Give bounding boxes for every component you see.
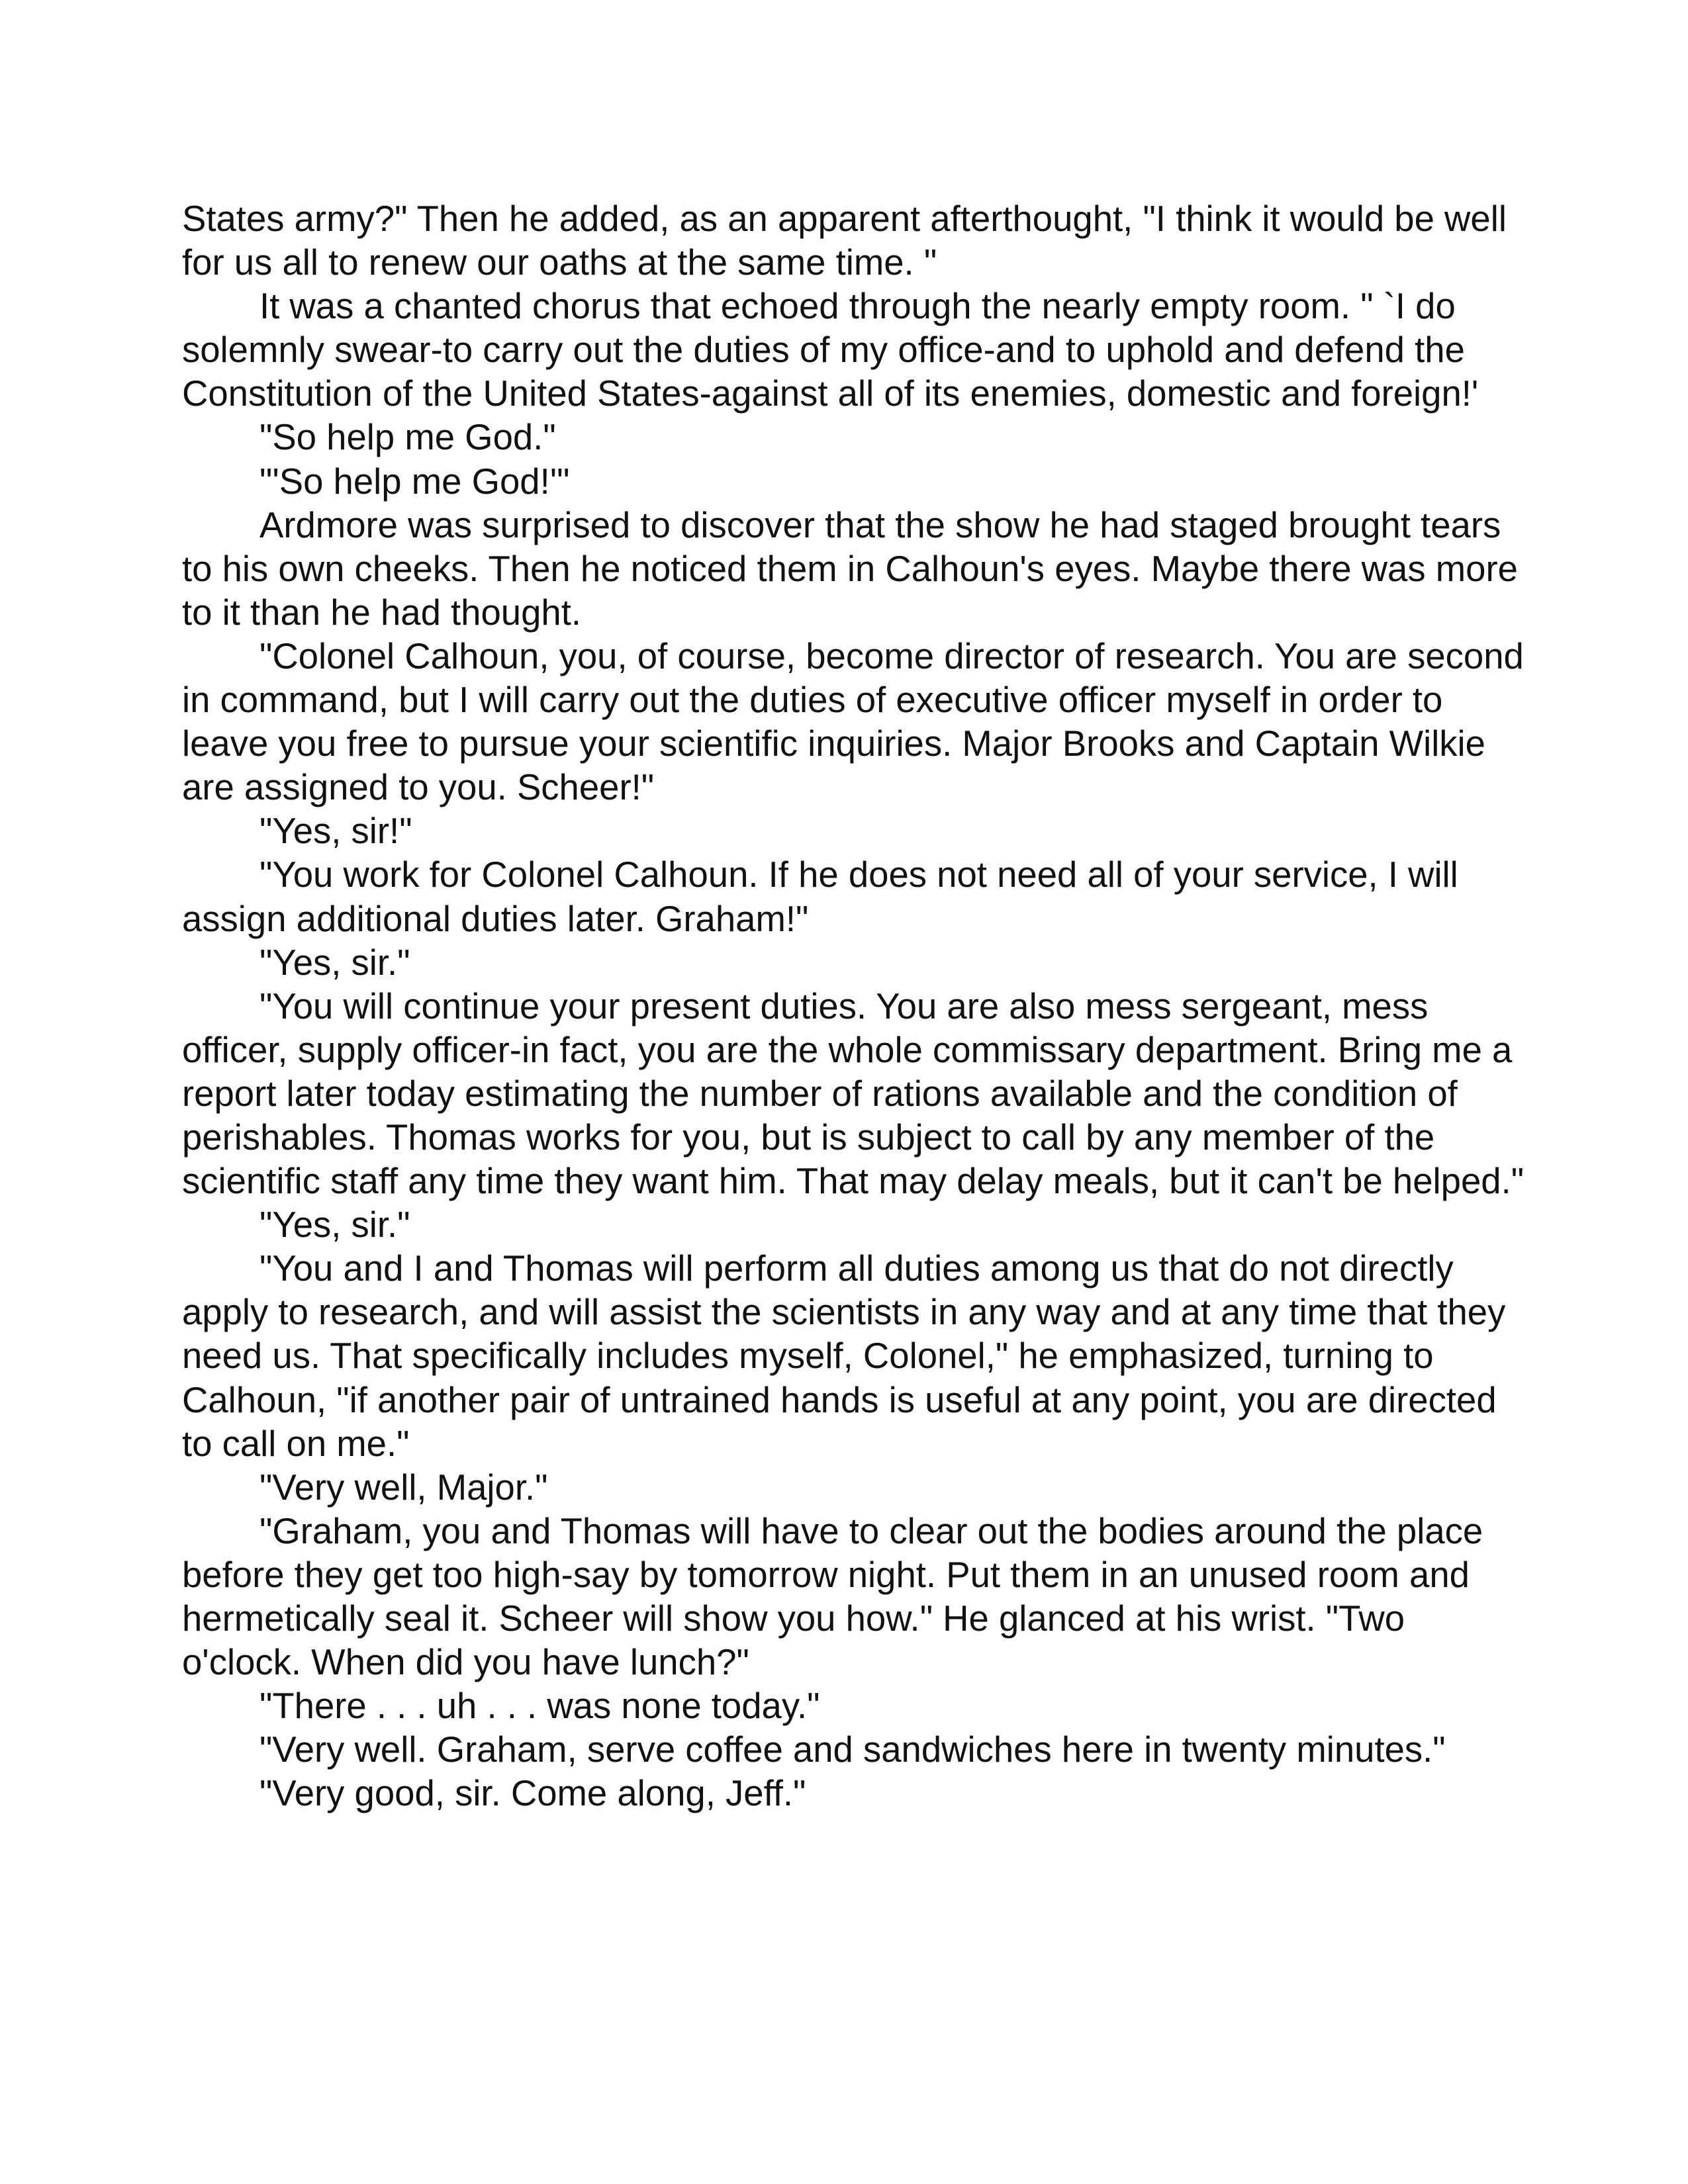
paragraph: "You work for Colonel Calhoun. If he does not need all of your service, I will assign additional duties later. Graham!" bbox=[182, 854, 1458, 939]
paragraph: "Yes, sir." bbox=[259, 1205, 410, 1246]
paragraph: "Yes, sir." bbox=[259, 942, 410, 983]
paragraph: "'So help me God!'" bbox=[259, 461, 570, 502]
paragraph: "Graham, you and Thomas will have to clear out the bodies around the place before they get too high-say by tomorrow night. Put them in an unused room and hermetically seal it. Scheer will show you how." He glanced at his wrist. "Two o'clock. When did you have lunch?" bbox=[182, 1510, 1483, 1683]
paragraph: "Colonel Calhoun, you, of course, become director of research. You are second in command, but I will carry out the duties of executive officer myself in order to leave you free to pursue your scientific inquiries. Major Brooks and Captain Wilkie are assigned to you. Scheer!" bbox=[182, 635, 1524, 808]
paragraph: "There . . . uh . . . was none today." bbox=[259, 1686, 820, 1727]
paragraph: It was a chanted chorus that echoed through the nearly empty room. " `I do solemnly swear-to carry out the duties of my office-and to uphold and defend the Constitution of the United States-against all of its enemies, domestic and foreign!' bbox=[182, 286, 1479, 414]
paragraph: "You will continue your present duties. You are also mess sergeant, mess officer, supply officer-in fact, you are the whole commissary department. Bring me a report later today estimating the number of rations available and the condition of perishables. Thomas works for you, but is subject to call by any member of the scientific staff any time they want him. That may delay meals, but it can't be helped." bbox=[182, 985, 1524, 1202]
paragraph: Ardmore was surprised to discover that the show he had staged brought tears to his own cheeks. Then he noticed them in Calhoun's eyes. Maybe there was more to it than he had thought. bbox=[182, 504, 1518, 633]
paragraph: "Very well. Graham, serve coffee and sandwiches here in twenty minutes." bbox=[259, 1729, 1446, 1770]
paragraph: "Yes, sir!" bbox=[259, 811, 412, 852]
paragraph: "You and I and Thomas will perform all duties among us that do not directly apply to research, and will assist the scientists in any way and at any time that they need us. That specifically includes myself, Colonel," he emphasized, turning to Calhoun, "if another pair of untrained hands is useful at any point, you are directed to call on me." bbox=[182, 1248, 1506, 1464]
paragraph: States army?" Then he added, as an apparent afterthought, "I think it would be well for us all to renew our oaths at the same time. " bbox=[182, 199, 1507, 283]
body-text bbox=[182, 197, 1532, 1815]
paragraph: "So help me God." bbox=[259, 417, 556, 458]
paragraph: "Very well, Major." bbox=[259, 1467, 548, 1508]
paragraph: "Very good, sir. Come along, Jeff." bbox=[259, 1773, 806, 1814]
